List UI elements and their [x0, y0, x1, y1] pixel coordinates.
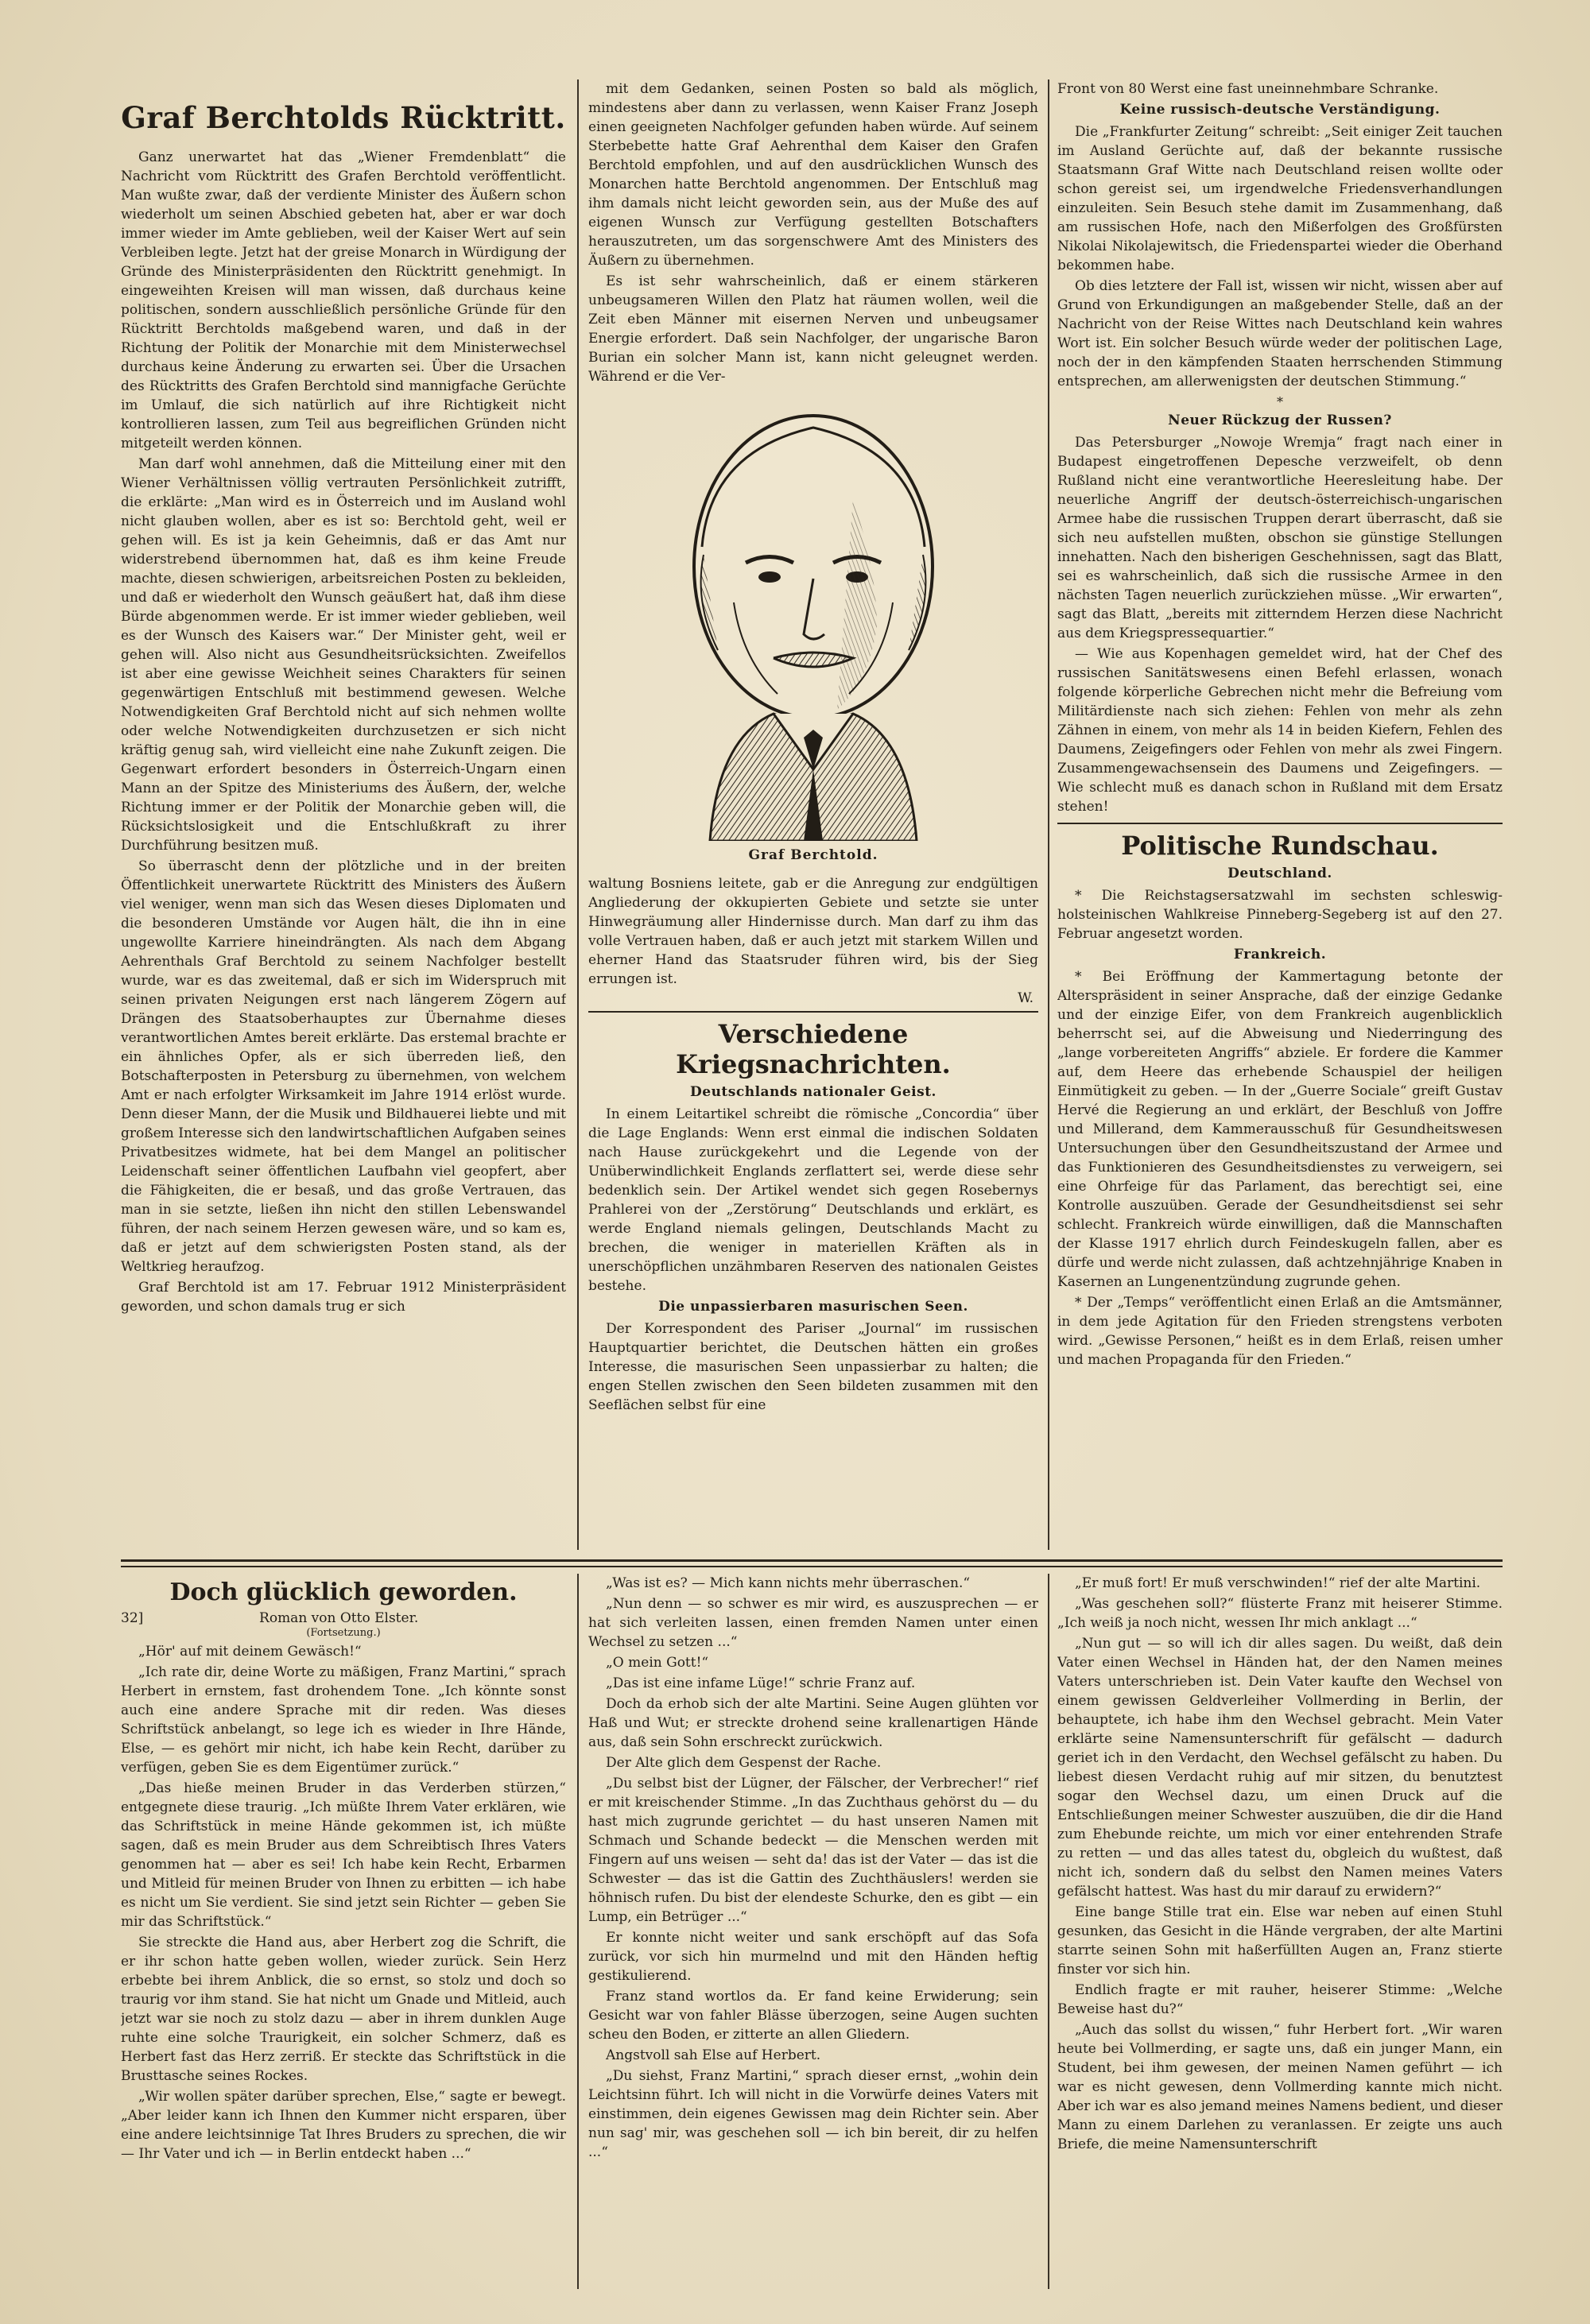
article-paragraph: * Die Reichstagsersatzwahl im sechsten schleswig-holsteinischen Wahlkreise Pinneberg-Segeberg ist auf den 27. Februar angesetzt worden. [1057, 888, 1503, 942]
novel-paragraph: „Nun denn — so schwer es mir wird, es auszusprechen — er hat sich verleiten lassen, einen fremden Namen unter einen Wechsel zu setzen ...“ [588, 1596, 1038, 1650]
article-paragraph: In einem Leitartikel schreibt die römische „Concordia“ über die Lage Englands: Wenn erst einmal die indischen Soldaten nach Hause zurückgekehrt und die Legende von der Unüberwindlichkeit Englands zerflattert sei, werde diese sehr bedenklich sein. Der Artikel wendet sich gegen Rosebernys Prahlerei von der „Zerstörung“ Deutschlands und erklärt, es werde England niemals gelingen, Deutschlands Macht zu brechen, die weniger in materiellen Kräften als in unerschöpflichen unzähmbaren Reserven des nationalen Geistes bestehe. [588, 1106, 1038, 1294]
article-paragraph: Der Korrespondent des Pariser „Journal“ im russischen Hauptquartier berichtet, die Deutschen hätten ein großes Interesse, die masurischen Seen unpassierbar zu halten; die engen Stellen zwischen den Seen bildeten zusammen mit den Seeflächen selbst für eine [588, 1321, 1038, 1413]
article-paragraph: Graf Berchtold ist am 17. Februar 1912 Ministerpräsident geworden, und schon damals trug er sich [121, 1280, 566, 1315]
article-paragraph: Ob dies letztere der Fall ist, wissen wir nicht, wissen aber auf Grund von Erkundigungen an maßgebender Stelle, daß an der Nachricht von der Reise Wittes nach Deutschland kein wahres Wort ist. Ein solcher Besuch würde weder der politischen Lage, noch der in den kämpfenden Staaten herrschenden Stimmung entsprechen, am allerwenigsten der deutschen Stimmung.“ [1057, 278, 1503, 389]
novel-paragraph: „Was geschehen soll?“ flüsterte Franz mit heiserer Stimme. „Ich weiß ja noch nicht, wessen Ihr mich anklagt ...“ [1057, 1596, 1503, 1631]
article-paragraph: Ganz unerwartet hat das „Wiener Fremdenblatt“ die Nachricht vom Rücktritt des Grafen Berchtold veröffentlicht. Man wußte zwar, daß der verdiente Minister des Äußern schon wiederholt um seinen Abschied gebeten hat, aber er war doch immer wieder im Amte geblieben, weil der Kaiser Wert auf sein Verbleiben legte. Jetzt hat der greise Monarch in Würdigung der Gründe des Ministerpräsidenten den Rücktritt genehmigt. In eingeweihten Kreisen will man wissen, daß durchaus keine politischen, sondern ausschließlich persönliche Gründe für den Rücktritt Berchtolds maßgebend waren, und daß in der Richtung der Politik der Monarchie mit dem Ministerwechsel durchaus keine Änderung zu erwarten sei. Über die Ursachen des Rücktritts des Grafen Berchtold sind mannigfache Gerüchte im Umlauf, die sich natürlich auf ihre Richtigkeit nicht kontrollieren lassen, zum Teil aus begreiflichen Gründen nicht mitgeteilt werden können. [121, 149, 566, 451]
article-title-berchtold: Graf Berchtolds Rücktritt. [121, 100, 566, 135]
portrait-caption: Graf Berchtold. [748, 847, 878, 863]
novel-title: Doch glücklich geworden. [169, 1578, 518, 1606]
separator-star: * [1277, 394, 1283, 409]
subheading: Deutschland. [1227, 866, 1332, 881]
novel-byline: Roman von Otto Elster. [259, 1610, 419, 1626]
novel-paragraph: „Du siehst, Franz Martini,“ sprach dieser ernst, „wohin dein Leichtsinn führt. Ich will nicht in die Vorwürfe deines Vaters mit einstimmen, dein eigenes Gewissen mag dein Richter sein. Aber nun sag' mir, was geschehen soll — ich bin bereit, dir zu helfen ...“ [588, 2068, 1038, 2160]
novel-paragraph: „Er muß fort! Er muß verschwinden!“ rief der alte Martini. [1075, 1575, 1481, 1591]
article-paragraph: So überrascht denn der plötzliche und in der breiten Öffentlichkeit unerwartete Rücktritt des Ministers des Äußern viel weniger, wenn man sich das Wesen dieses Diplomaten und die besonderen Umstände vor Augen hält, die ihn in eine ungewollte Karriere hineindrängten. Als nach dem Abgang Aehrenthals Graf Berchtold zu seinem Nachfolger bestellt wurde, war es das zweitemal, daß er sich im Widerspruch mit seinen privaten Neigungen erst nach längerem Zögern auf Drängen des Staatsoberhauptes zur Übernahme dieses verantwortlichen Amtes bereit erklärte. Das erstemal brachte er ein ähnliches Opfer, als er sich überreden ließ, den Botschafterposten in Petersburg zu übernehmen, von welchem Amt er nach erfolgter Wirksamkeit im Jahre 1914 erlöst wurde. Denn dieser Mann, der die Musik und Bildhauerei liebte und mit großem Interesse sich den landwirtschaftlichen Aufgaben seines Privatbesitzes widmete, hat bei dem Mangel an politischer Leidenschaft seiner öffentlichen Laufbahn viel geopfert, aber die Fähigkeiten, die er besaß, und das große Vertrauen, das man in sie setzte, ließen ihn nicht den stillen Lebenswandel führen, der nach seinem Herzen gewesen wäre, und so kam es, daß er jetzt auf dem schwierigsten Posten stand, als der Weltkrieg heraufzog. [121, 858, 566, 1275]
page-divider-rule-2 [121, 1566, 1503, 1567]
section-title-rundschau: Politische Rundschau. [1121, 831, 1439, 861]
column-divider [577, 1574, 579, 2289]
novel-paragraph: Doch da erhob sich der alte Martini. Seine Augen glühten vor Haß und Wut; er streckte drohend seine krallenartigen Hände aus, daß sein Sohn erschreckt zurückwich. [588, 1696, 1038, 1750]
subheading: Deutschlands nationaler Geist. [690, 1084, 937, 1100]
article-paragraph: Es ist sehr wahrscheinlich, daß er einem stärkeren unbeugsameren Willen den Platz hat räumen wollen, weil die Zeit eben Männer mit eisernen Nerven und unbeugsamer Energie erfordert. Daß sein Nachfolger, der ungarische Baron Burian ein solcher Mann ist, kann nicht geleugnet werden. Während er die Ver- [588, 273, 1038, 385]
column-1 [121, 86, 566, 1555]
novel-meta [121, 1609, 566, 1627]
article-paragraph: — Wie aus Kopenhagen gemeldet wird, hat der Chef des russischen Sanitätswesens einen Befehl erlassen, wonach folgende körperliche Gebrechen nicht mehr die Befreiung vom Militärdienste nach sich ziehen: Fehlen von mehr als zehn Zähnen in einem, von mehr als 14 in beiden Kiefern, Fehlen des Daumens, Zeigefingers oder Fehlen von mehr als zwei Fingern. Zusammengewachsensein des Daumens und Zeigefingers. — Wie schlecht muß es danach schon in Rußland mit dem Ersatz stehen! [1057, 646, 1503, 815]
novel-paragraph: „Nun gut — so will ich dir alles sagen. Du weißt, daß dein Vater einen Wechsel in Händen hat, der den Namen meines Vaters unterschrieben ist. Dein Vater kaufte den Wechsel von einem gewissen Geldverleiher Vollmerding in Berlin, der behauptete, ich habe ihm den Wechsel gebracht. Mein Vater erklärte seine Namensunterschrift für gefälscht — dadurch geriet ich in den Verdacht, den Wechsel gefälscht zu haben. Du liebest diesen Verdacht ruhig auf mir sitzen, du benutztest sogar den Wechsel dazu, um einen Druck auf die Entschließungen meiner Schwester auszuüben, die dir die Hand zum Ehebunde reichte, um mich vor einer entehrenden Strafe zu retten — und das alles tatest du, obgleich du wußtest, daß nicht ich, sondern daß du selbst den Namen meines Vaters gefälscht hattest. Was hast du mir darauf zu erwidern?“ [1057, 1636, 1503, 1900]
novel-paragraph: „Das ist eine infame Lüge!“ schrie Franz auf. [606, 1675, 916, 1691]
novel-paragraph: „Was ist es? — Mich kann nichts mehr überraschen.“ [606, 1575, 971, 1591]
subheading: Keine russisch-deutsche Verständigung. [1119, 102, 1441, 118]
subheading: Die unpassierbaren masurischen Seen. [658, 1299, 968, 1315]
article-paragraph: waltung Bosniens leitete, gab er die Anregung zur endgültigen Angliederung der okkupierten Gebiete und setzte sie unter Hinwegräumung aller Hindernisse durch. Man darf zu ihm das volle Vertrauen haben, daß er auch jetzt mit starkem Willen und eherner Hand das Staatsruder führen wird, bis der Sieg errungen ist. [588, 876, 1038, 987]
column-3 [1057, 79, 1503, 1555]
novel-paragraph: „Du selbst bist der Lügner, der Fälscher, der Verbrecher!“ rief er mit kreischender Stimme. „In das Zuchthaus gehörst du — du hast mich zugrunde gerichtet — du hast unseren Namen mit Schmach und Schande bedeckt — die Menschen werden mit Fingern auf uns weisen — seht da! das ist der Vater — das ist die Schwester — das ist die Gattin des Zuchthäuslers! werden sie höhnisch rufen. Du bist der elendeste Schurke, den es gibt — ein Lump, ein Betrüger ...“ [588, 1776, 1038, 1925]
article-paragraph: Man darf wohl annehmen, daß die Mitteilung einer mit den Wiener Verhältnissen völlig vertrauten Persönlichkeit zutrifft, die erklärte: „Man wird es in Österreich und im Ausland wohl nicht glauben wollen, aber es ist so: Berchtold geht, weil er gehen will. Es ist ja kein Geheimnis, daß er das Amt nur widerstrebend übernommen hat, daß es ihm keine Freude machte, diesen schwierigen, arbeitsreichen Posten zu bekleiden, und daß er wiederholt den Wunsch geäußert hat, daß ihm diese Bürde abgenommen werde. Er ist immer wieder geblieben, weil es der Wunsch des Kaisers war.“ Der Minister geht, weil er gehen will. Also nicht aus Gesundheitsrücksichten. Zweifellos ist aber eine gewisse Weichheit seines Charakters für seinen gegenwärtigen Entschluß mit bestimmend gewesen. Welche Notwendigkeiten Graf Berchtold nicht auf sich nehmen wollte oder welche Notwendigkeiten durchzusetzen er sich nicht kräftig genug sah, wird vielleicht eine nahe Zukunft zeigen. Die Gegenwart erfordert besonders in Österreich-Ungarn einen Mann an der Spitze des Ministeriums des Äußern, der, welche Richtung immer er der Politik der Monarchie geben will, die Rücksichtslosigkeit und die Entschlußkraft zu ihrer Durchführung besitzen muß. [121, 456, 566, 854]
column-divider [1048, 1574, 1049, 2289]
novel-paragraph: Angstvoll sah Else auf Herbert. [606, 2047, 821, 2063]
column-divider [577, 79, 579, 1550]
novel-paragraph: „Hör' auf mit deinem Gewäsch!“ [138, 1644, 362, 1660]
novel-column-1 [121, 1574, 566, 2289]
novel-paragraph: Endlich fragte er mit rauher, heiserer Stimme: „Welche Beweise hast du?“ [1057, 1982, 1503, 2017]
column-divider [1048, 79, 1049, 1550]
subheading: Neuer Rückzug der Russen? [1168, 413, 1392, 428]
novel-paragraph: Franz stand wortlos da. Er fand keine Erwiderung; sein Gesicht war von fahler Blässe überzogen, seine Augen suchten scheu den Boden, er zitterte an allen Gliedern. [588, 1989, 1038, 2043]
column-2 [588, 79, 1038, 1555]
portrait-graf-berchtold [615, 396, 1012, 841]
novel-paragraph: Der Alte glich dem Gespenst der Rache. [606, 1755, 882, 1771]
article-paragraph: Front von 80 Werst eine fast uneinnehmbare Schranke. [1057, 81, 1439, 97]
novel-paragraph: Eine bange Stille trat ein. Else war neben auf einen Stuhl gesunken, das Gesicht in die Hände vergraben, der alte Martini starrte seinen Sohn mit haßerfüllten Augen an, Franz stierte finster vor sich hin. [1057, 1904, 1503, 1977]
section-rule [588, 1011, 1038, 1013]
article-paragraph: Die „Frankfurter Zeitung“ schreibt: „Seit einiger Zeit tauchen im Ausland Gerüchte auf, daß der bekannte russische Staatsmann Graf Witte nach Deutschland reisen wollte oder schon gereist sei, um irgendwelche Friedensverhandlungen einzuleiten. Sein Besuch stehe damit im Zusammenhang, daß am russischen Hofe, nach den Mißerfolgen des Großfürsten Nikolai Nikolajewitsch, die Friedenspartei wieder die Oberhand bekommen habe. [1057, 124, 1503, 273]
novel-paragraph: „Wir wollen später darüber sprechen, Else,“ sagte er bewegt. „Aber leider kann ich Ihnen den Kummer nicht ersparen, über eine andere leichtsinnige Tat Ihres Bruders zu sprechen, die wir — Ihr Vater und ich — in Berlin entdeckt haben ...“ [121, 2089, 566, 2162]
novel-column-3 [1057, 1574, 1503, 2289]
installment-number: 32] [121, 1610, 144, 1626]
novel-column-2 [588, 1574, 1038, 2289]
article-paragraph: Das Petersburger „Nowoje Wremja“ fragt nach einer in Budapest eingetroffenen Depesche verzweifelt, ob denn Rußland nicht eine verantwortliche Heeresleitung habe. Der neuerliche Angriff der deutsch-österreichisch-ungarischen Armee habe die russischen Truppen derart überrascht, daß sie sich neu aufstellen mußten, obschon sie günstige Stellungen innehatten. Nach den bisherigen Geschehnissen, sagt das Blatt, sei es wahrscheinlich, daß sich die russische Armee in den nächsten Tagen neuerlich zurückziehen müsse. „Wir erwarten“, sagt das Blatt, „bereits mit zitterndem Herzen diese Nachricht aus dem Kriegspressequartier.“ [1057, 435, 1503, 641]
article-paragraph: mit dem Gedanken, seinen Posten so bald als möglich, mindestens aber dann zu verlassen, wenn Kaiser Franz Joseph einen geeigneten Nachfolger gefunden haben würde. Auf seinem Sterbebette hatte Graf Aehrenthal dem Kaiser den Grafen Berchtold empfohlen, und auf den ausdrücklichen Wunsch des Monarchen hatte Berchtold angenommen. Der Entschluß mag ihm damals nicht leicht geworden sein, aus der Muße des auf eigenen Wunsch zur Verfügung gestellten Botschafters herauszutreten, um das sorgenschwere Amt des Ministers des Äußern zu übernehmen. [588, 81, 1038, 269]
novel-paragraph: Sie streckte die Hand aus, aber Herbert zog die Schrift, die er ihr schon hatte geben wollen, wieder zurück. Sein Herz erbebte bei ihrem Anblick, die so ernst, so stolz und doch so traurig vor ihm stand. Sie hat nicht um Gnade und Mitleid, auch jetzt war sie noch zu stolz dazu — aber in ihrem dunklen Auge ruhte eine solche Traurigkeit, ein solcher Schmerz, daß es Herbert fast das Herz zerriß. Er steckte das Schriftstück in die Brusttasche seines Rockes. [121, 1935, 566, 2084]
section-rule [1057, 823, 1503, 824]
section-title-kriegsnachrichten: Verschiedene Kriegsnachrichten. [676, 1019, 951, 1079]
novel-paragraph: „Das hieße meinen Bruder in das Verderben stürzen,“ entgegnete diese traurig. „Ich müßte Ihrem Vater erklären, wie das Schriftstück in meine Hände gekommen ist, ich müßte sagen, daß es mein Bruder aus dem Schreibtisch Ihres Vaters genommen hat — aber es sei! Ich habe kein Recht, Erbarmen und Mitleid für meinen Bruder von Ihnen zu erbitten — ich habe es nicht um Sie verdient. Sie sind jetzt sein Richter — geben Sie mir das Schriftstück.“ [121, 1780, 566, 1930]
article-paragraph: * Bei Eröffnung der Kammertagung betonte der Alterspräsident in seiner Ansprache, daß der einzige Gedanke und der einzige Eifer, von dem Frankreich augenblicklich beherrscht sei, auf die Abweisung und Niederringung des „lange vorbereiteten Angriffs“ abziele. Er fordere die Kammer auf, dem Heere das erhebende Schauspiel der heiligen Einmütigkeit zu geben. — In der „Guerre Sociale“ greift Gustav Hervé die Regierung an und erklärt, der Beschluß von Joffre und Millerand, dem Kammerausschuß für Gesundheitswesen Untersuchungen über den Gesundheitszustand der Armee und das Funktionieren des Gesundheitsdienstes zu verweigern, sei eine Ohrfeige für das Parlament, das berechtigt sei, eine Kontrolle auszuüben. Gerade der Gesundheitsdienst sei sehr schlecht. Frankreich würde einwilligen, daß die Mannschaften der Klasse 1917 ehrlich durch Feindeskugeln fallen, aber es dürfe und werde nicht zulassen, daß achtzehnjährige Knaben in Kasernen an Lungenentzündung zugrunde gehen. [1057, 969, 1503, 1290]
page-divider-rule [121, 1559, 1503, 1562]
novel-paragraph: „O mein Gott!“ [606, 1655, 709, 1671]
novel-paragraph: „Ich rate dir, deine Worte zu mäßigen, Franz Martini,“ sprach Herbert in ernstem, fast drohendem Tone. „Ich könnte sonst auch eine andere Sprache mit dir reden. Was dieses Schriftstück anbelangt, so lege ich es wieder in Ihre Hände, Else, — es gehört mir nicht, ich habe kein Recht, darüber zu verfügen, geben Sie es dem Eigentümer zurück.“ [121, 1664, 566, 1776]
article-signature: W. [1018, 990, 1034, 1006]
novel-paragraph: Er konnte nicht weiter und sank erschöpft auf das Sofa zurück, vor sich hin murmelnd und mit den Händen heftig gestikulierend. [588, 1930, 1038, 1984]
novel-continuation: (Fortsetzung.) [306, 1627, 381, 1639]
subheading: Frankreich. [1233, 947, 1327, 963]
article-paragraph: * Der „Temps“ veröffentlicht einen Erlaß an die Amtsmänner, in dem jede Agitation für den Frieden strengstens verboten wird. „Gewisse Personen,“ heißt es in dem Erlaß, reisen umher und machen Propaganda für den Frieden.“ [1057, 1295, 1503, 1368]
novel-paragraph: „Auch das sollst du wissen,“ fuhr Herbert fort. „Wir waren heute bei Vollmerding, er sagte uns, daß ein junger Mann, ein Student, bei ihm gewesen, der meinen Namen geführt — ich war es nicht gewesen, denn Vollmerding kannte mich nicht. Aber ich war es also jemand meines Namens bedient, und dieser Mann zu einem Darlehen zu veranlassen. Er zeigte uns auch Briefe, die meine Namensunterschrift [1057, 2022, 1503, 2152]
